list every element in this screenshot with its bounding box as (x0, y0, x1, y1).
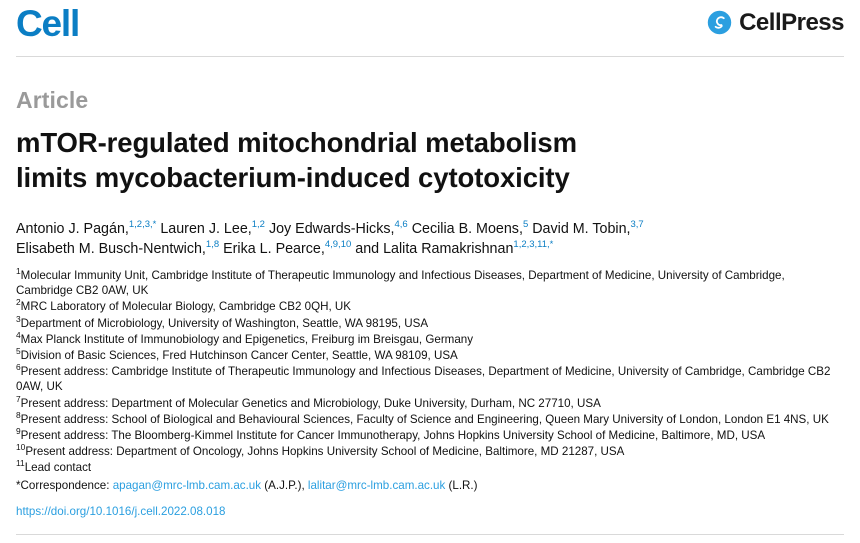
author-affil-marker: 3,7 (630, 219, 644, 231)
correspondence-line (16, 478, 844, 493)
affiliation-text: Present address: Department of Oncology, Johns Hopkins University School of Medicine, Baltimore, MD 21287, USA (25, 445, 625, 459)
article-type-label: Article (16, 87, 89, 113)
affiliation-text: Present address: Department of Molecular Genetics and Microbiology, Duke University, Durham, NC 27710, USA (20, 396, 601, 410)
affiliation-number: 8 (16, 409, 21, 420)
affiliation-number: 10 (16, 442, 26, 453)
affiliation-item (16, 268, 844, 298)
affiliation-text: Division of Basic Sciences, Fred Hutchinson Cancer Center, Seattle, WA 98109, USA (20, 349, 458, 363)
affiliation-list (16, 268, 844, 520)
affiliation-item (16, 329, 844, 347)
author-name[interactable]: and Lalita Ramakrishnan (355, 241, 514, 257)
affiliation-text: Present address: Cambridge Institute of Therapeutic Immunology and Infectious Diseases, Department of Medicine, University of Cambridge, Cambridge CB2 0AW, UK (16, 365, 831, 394)
cellpress-mark-icon (707, 10, 732, 35)
author-name[interactable]: Lauren J. Lee, (160, 221, 252, 237)
affiliation-number: 9 (16, 426, 21, 437)
header-divider (16, 56, 844, 57)
corresponding-email-1-initials: (A.J.P.), (264, 478, 305, 492)
affiliation-item (16, 299, 844, 314)
doi-link[interactable]: https://doi.org/10.1016/j.cell.2022.08.018 (16, 505, 226, 519)
author-name[interactable]: Erika L. Pearce, (223, 241, 325, 257)
author-affil-marker: 1,8 (205, 239, 220, 251)
title-line-2: limits mycobacterium-induced cytotoxicity (16, 162, 570, 193)
affiliation-item (16, 428, 844, 443)
author-name[interactable]: Antonio J. Pagán, (16, 221, 129, 237)
corresponding-email-2-initials: (L.R.) (448, 478, 478, 492)
author-line-1 (16, 219, 844, 239)
affiliation-number: 4 (16, 329, 21, 340)
author-name[interactable]: Elisabeth M. Busch-Nentwich, (16, 241, 206, 257)
affiliation-number: 7 (16, 393, 21, 404)
footer-divider (16, 534, 844, 535)
affiliation-number: 5 (16, 346, 21, 357)
doi-line (16, 504, 844, 519)
author-affil-marker: 1,2,3,11,* (513, 239, 554, 251)
cellpress-logo[interactable] (707, 10, 844, 35)
author-affil-marker: 4,6 (394, 219, 408, 231)
affiliation-item (16, 348, 844, 363)
affiliation-item (16, 409, 844, 427)
affiliation-number: 1 (16, 266, 21, 277)
affiliation-text: Max Planck Institute of Immunobiology and Epigenetics, Freiburg im Breisgau, Germany (20, 332, 474, 346)
corresponding-email-2[interactable]: lalitar@mrc-lmb.cam.ac.uk (307, 478, 446, 492)
title-line-1: mTOR-regulated mitochondrial metabolism (16, 127, 577, 158)
affiliation-number: 11 (16, 458, 25, 469)
author-affil-marker: 1,2,3,* (128, 219, 157, 231)
affiliation-text: Department of Microbiology, University of Washington, Seattle, WA 98195, USA (20, 316, 429, 330)
author-affil-marker: 1,2 (251, 219, 265, 231)
affiliation-text: Molecular Immunity Unit, Cambridge Institute of Therapeutic Immunology and Infectious Diseases, Department of Medicine, University of Cambridge, Cambridge CB2 0AW, UK (16, 269, 785, 298)
masthead (16, 0, 844, 56)
author-line-2 (16, 239, 844, 259)
author-affil-marker: 4,9,10 (324, 239, 352, 251)
cell-journal-logo[interactable]: Cell (16, 3, 80, 44)
affiliation-text: Present address: The Bloomberg-Kimmel Institute for Cancer Immunotherapy, Johns Hopkins University School of Medicine, Baltimore, MD, USA (20, 429, 766, 443)
author-list (16, 219, 844, 259)
author-name[interactable]: David M. Tobin, (532, 221, 631, 237)
affiliation-item (16, 460, 844, 475)
affiliation-text: Present address: School of Biological and Behavioural Sciences, Faculty of Science and Engineering, Queen Mary University of London, London E1 4NS, UK (20, 412, 829, 426)
correspondence-label: *Correspondence: (16, 478, 110, 492)
page-title (16, 125, 716, 195)
cellpress-wordmark: CellPress (739, 9, 844, 36)
affiliation-number: 3 (16, 313, 21, 324)
author-affil-marker: 5 (522, 219, 529, 231)
corresponding-email-1[interactable]: apagan@mrc-lmb.cam.ac.uk (112, 478, 262, 492)
affiliation-item (16, 313, 844, 331)
affiliation-item (16, 444, 844, 459)
affiliation-item (16, 393, 844, 411)
affiliation-number: 2 (16, 297, 21, 308)
affiliation-item (16, 364, 844, 394)
author-name[interactable]: Joy Edwards-Hicks, (268, 221, 395, 237)
affiliation-number: 6 (16, 362, 21, 373)
author-name[interactable]: Cecilia B. Moens, (411, 221, 523, 237)
affiliation-text: MRC Laboratory of Molecular Biology, Cambridge CB2 0QH, UK (20, 300, 352, 314)
affiliation-text: Lead contact (24, 461, 92, 475)
